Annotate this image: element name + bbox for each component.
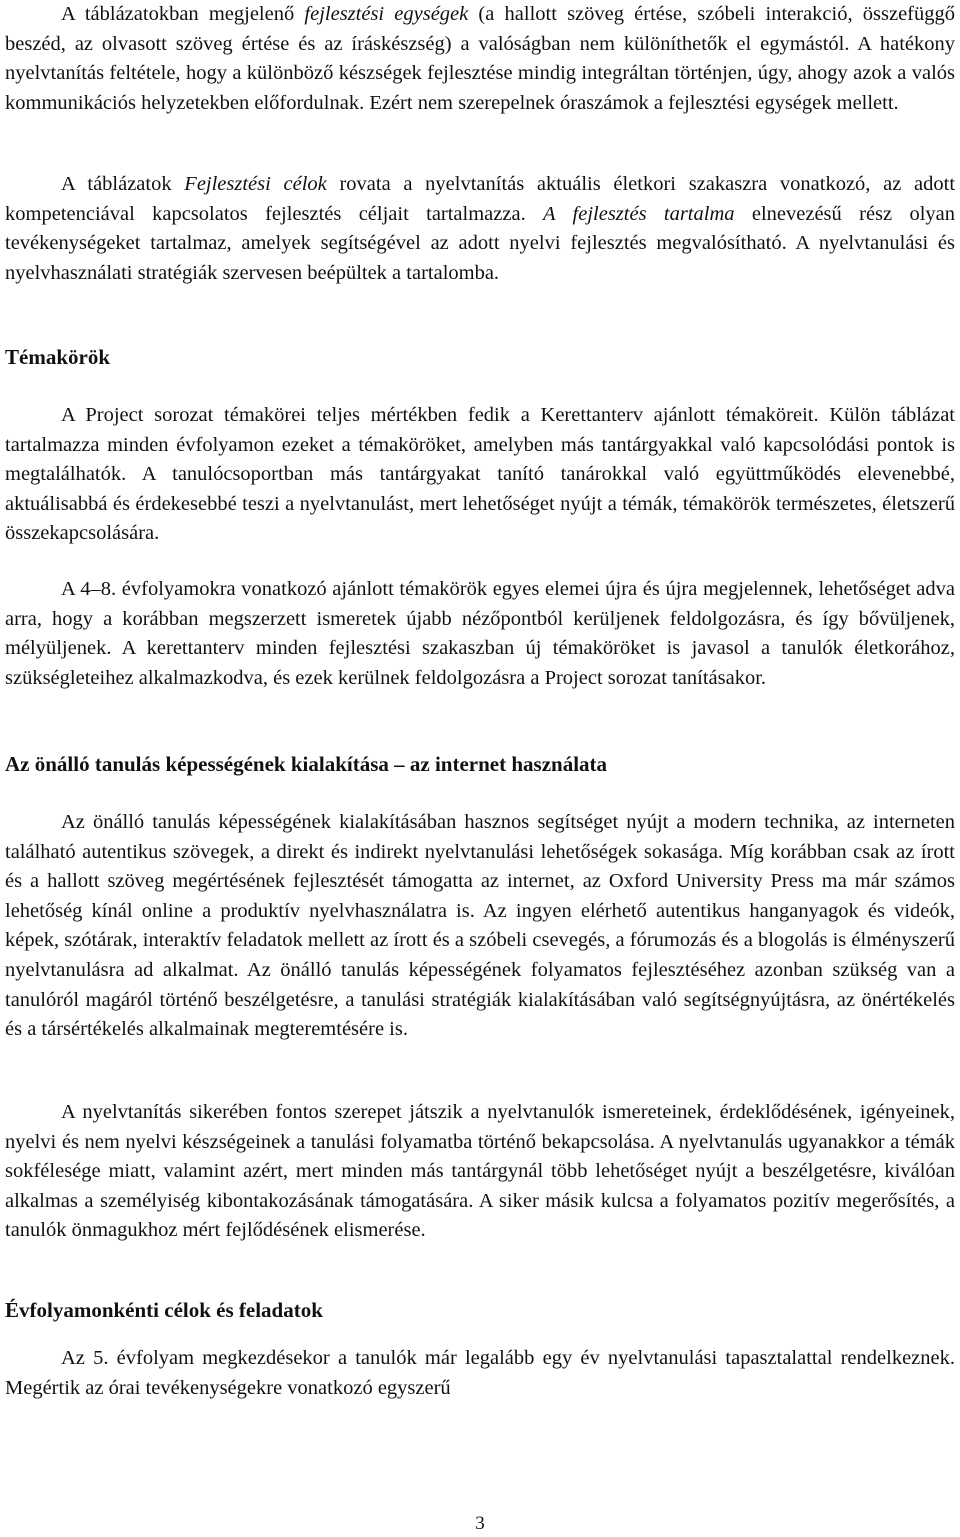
paragraph-project-temakorei [5,401,955,549]
text-run: (a hallott szöveg értése, szóbeli interakció, összefüggő beszéd, az olvasott szöveg értése és az íráskészség) a valóságban nem különíthetők el egymástól. A hatékony nyelvtanítás feltétele, hogy a különböző készségek fejlesztése mindig integráltan történjen, úgy, ahogy azok a valós kommunikációs helyzetekben előfordulnak. Ezért nem szerepelnek óraszámok a fejlesztési egységek mellett. [5,3,955,114]
text-run: Az 5. évfolyam megkezdésekor a tanulók már legalább egy év nyelvtanulási tapasztalattal rendelkeznek. Megértik az órai tevékenységekre vonatkozó egyszerű [5,1347,955,1399]
text-run: rovata a nyelvtanítás aktuális életkori szakaszra vonatkozó, az adott kompetenciával kapcsolatos fejlesztés céljait tartalmazza. [5,173,956,225]
text-run: A táblázatok [61,173,185,195]
paragraph-nyelvtanitas-sikere [5,1098,955,1246]
paragraph-fejlesztesi-celok [5,170,955,288]
paragraph-onallo-tanulas [5,808,955,1045]
emphasis-fejlesztes-tartalma: A fejlesztés tartalma [543,202,735,225]
text-run: A Project sorozat témakörei teljes mértékben fedik a Kerettanterv ajánlott témaköreit. Külön táblázat tartalmazza minden évfolyamon ezeket a témaköröket, amelyben más tantárgyakkal való kapcsolódási pontok is megtalálhatók. A tanulócsoportban más tantárgyakat tanító tanárokkal való együttműködés elevenebbé, aktuálisabbá és érdekesebbé teszi a nyelvtanulást, mert lehetőséget nyújt a témák, témakörök természetes, életszerű összekapcsolására. [5,404,955,545]
heading-temakorok: Témakörök [5,345,110,369]
text-run: A nyelvtanítás sikerében fontos szerepet játszik a nyelvtanulók ismereteinek, érdeklődésének, igényeinek, nyelvi és nem nyelvi készségeinek a tanulási folyamatba történő bekapcsolása. A nyelvtanulás ugyanakkor a témák sokfélesége miatt, valamint azért, mert minden más tantárgynál több lehetőséget nyújt a beszélgetésre, kiválóan alkalmas a személyiség kibontakozásának támogatására. A siker másik kulcsa a folyamatos pozitív megerősítés, a tanulók önmagukhoz mért fejlődésének elismerése. [5,1101,955,1242]
emphasis-fejlesztesi-egysegek: fejlesztési egységek [304,3,469,25]
heading-evfolyamonkenti-celok: Évfolyamonkénti célok és feladatok [5,1298,323,1322]
paragraph-fejlesztesi-egysegek [5,0,955,118]
paragraph-4-8-evfolyamok [5,575,955,693]
text-run: Az önálló tanulás képességének kialakításában hasznos segítséget nyújt a modern technika, az interneten található autentikus szövegek, a direkt és indirekt nyelvtanulási lehetőségek sokasága. Míg korábban csak az írott és a hallott szöveg megértésének fejlesztését támogatta az internet, az Oxford University Press ma már számos lehetőség kínál online a produktív nyelvhasználatra is. Az ingyen elérhető autentikus hanganyagok és videók, képek, szótárak, interaktív feladatok mellett az írott és a szóbeli csevegés, a fórumozás és a blogolás is élményszerű nyelvtanulásra ad alkalmat. Az önálló tanulás képességének folyamatos fejlesztéséhez azonban szükség van a tanulóról magáról történő beszélgetésre, a tanulási stratégiák kialakításában való segítségnyújtásra, az önértékelés és a társértékelés alkalmainak megteremtésére is. [5,811,955,1041]
text-run: elnevezésű rész olyan tevékenységeket tartalmaz, amelyek segítségével az adott nyelvi fejlesztés megvalósítható. A nyelvtanulási és nyelvhasználati stratégiák szervesen beépültek a tartalomba. [5,202,955,284]
text-run: A 4–8. évfolyamokra vonatkozó ajánlott témakörök egyes elemei újra és újra megjelennek, lehetőséget adva arra, hogy a korábban megszerzett ismeretek újabb nézőpontból kerüljenek feldolgozásra, és így bővüljenek, mélyüljenek. A kerettanterv minden fejlesztési szakaszban új témaköröket is javasol a tanulók életkorához, szükségleteihez alkalmazkodva, és ezek kerülnek feldolgozásra a Project sorozat tanításakor. [5,578,955,689]
emphasis-fejlesztesi-celok: Fejlesztési célok [184,173,327,195]
text-run: A táblázatokban megjelenő [61,3,305,25]
page-number: 3 [475,1513,485,1534]
paragraph-5-evfolyam [5,1344,955,1403]
heading-onallo-tanulas: Az önálló tanulás képességének kialakítása – az internet használata [5,752,608,776]
